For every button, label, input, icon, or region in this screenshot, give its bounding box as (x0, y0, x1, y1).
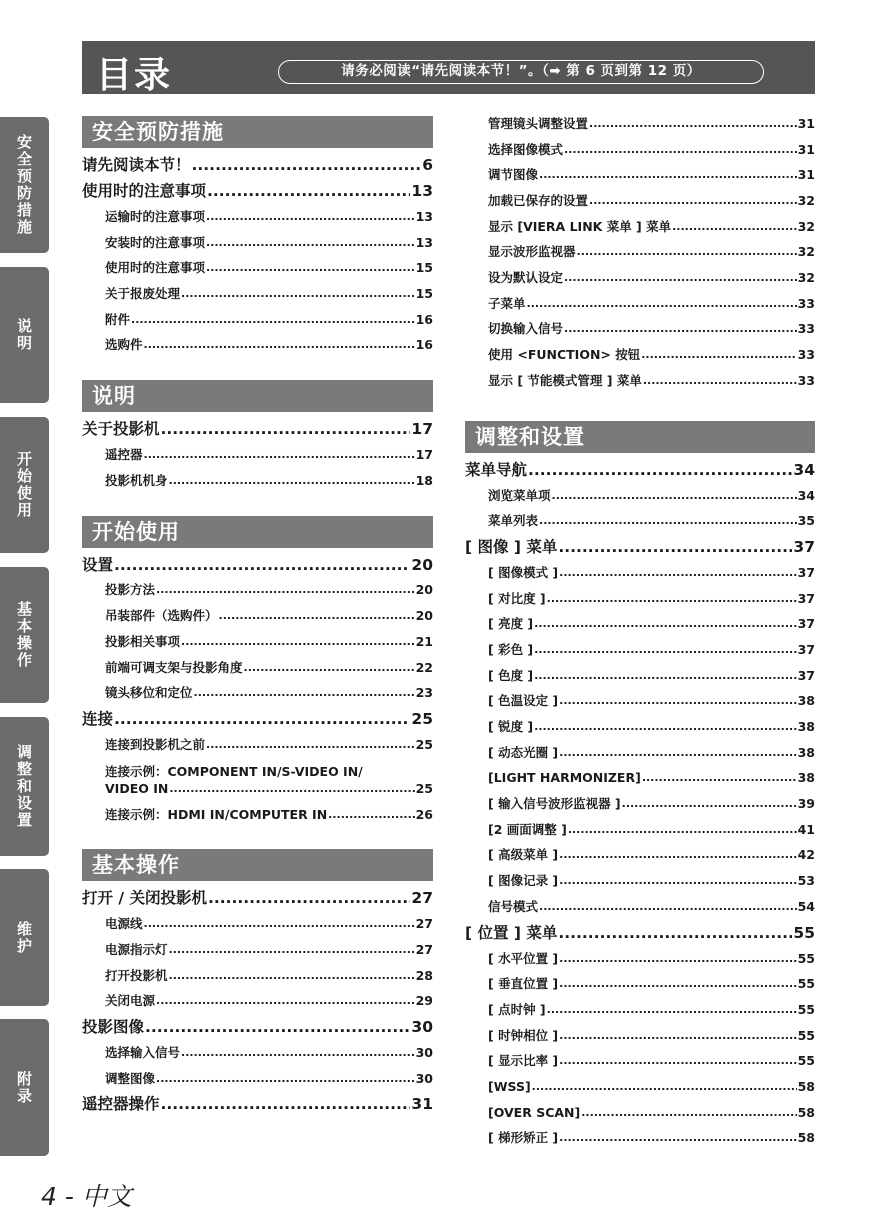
toc-entry-title: 管理镜头调整设置 (488, 115, 589, 131)
toc-entry[interactable] (465, 534, 815, 560)
dot-leader (534, 611, 796, 637)
toc-entry-page: 33 (797, 295, 815, 311)
dot-leader (219, 603, 415, 629)
toc-entry-title: 附件 (105, 311, 131, 327)
dot-leader (169, 963, 415, 989)
toc-entry-page: 13 (415, 208, 433, 224)
toc-entry-page: 55 (797, 950, 815, 966)
toc-entry-title: 调整图像 (105, 1070, 156, 1086)
toc-entry-title: 遥控器操作 (82, 1095, 160, 1114)
toc-entry-title: 信号模式 (488, 898, 539, 914)
dot-leader (169, 468, 415, 494)
toc-entry-page: 17 (411, 420, 433, 439)
toc-entry-page: 55 (797, 1027, 815, 1043)
toc-entry[interactable] (82, 178, 433, 204)
toc-entry-title: [ 色度 ] (488, 667, 534, 683)
toc-entry-page: 37 (797, 564, 815, 580)
side-tab-settings[interactable] (0, 717, 49, 856)
dot-leader (206, 230, 415, 256)
toc-subentry[interactable] (465, 997, 815, 1023)
toc-entry-title: 投影机机身 (105, 472, 168, 488)
toc-subentry[interactable] (465, 508, 815, 534)
toc-subentry[interactable] (465, 560, 815, 586)
side-tab-label: 调整和设置 (15, 744, 33, 829)
dot-leader (568, 817, 797, 843)
toc-entry-title: [ 锐度 ] (488, 719, 534, 735)
toc-subentry[interactable] (465, 342, 815, 368)
dot-leader (589, 188, 797, 214)
toc-entry-title: 加载已保存的设置 (488, 193, 589, 209)
dot-leader (559, 1023, 796, 1049)
toc-entry[interactable] (82, 152, 433, 178)
toc-subentry[interactable] (465, 111, 815, 137)
side-tab-safety[interactable] (0, 117, 49, 253)
toc-subentry[interactable] (82, 442, 433, 468)
toc-entry-page: 30 (411, 1018, 433, 1037)
toc-entry-page: 54 (797, 898, 815, 914)
toc-subentry[interactable] (82, 230, 433, 256)
toc-entry[interactable] (82, 885, 433, 911)
toc-entry-page: 15 (415, 286, 433, 302)
toc-entry-page: 32 (797, 270, 815, 286)
toc-entry-title: 电源线 (105, 916, 143, 932)
dot-leader (207, 178, 410, 204)
dot-leader (559, 946, 796, 972)
toc-subentry[interactable] (465, 291, 815, 317)
toc-subentry[interactable] (82, 802, 433, 828)
toc-entry-title: 切换输入信号 (488, 321, 564, 337)
toc-entry-page: 17 (415, 447, 433, 463)
toc-subentry[interactable] (82, 332, 433, 358)
toc-entry-page: 39 (797, 796, 815, 812)
toc-subentry[interactable] (82, 281, 433, 307)
side-tab-label: 说明 (15, 318, 33, 352)
side-tab-appendix[interactable] (0, 1019, 49, 1156)
toc-entry-page: 33 (797, 321, 815, 337)
toc-entry-page: 38 (797, 719, 815, 735)
toc-entry-page: 38 (797, 693, 815, 709)
dot-leader (559, 688, 796, 714)
dot-leader (534, 637, 796, 663)
toc-subentry[interactable] (82, 468, 433, 494)
toc-entry-title: 使用时的注意事项 (105, 260, 206, 276)
toc-entry-page: 20 (411, 555, 433, 574)
toc-entry-title: 显示 [VIERA LINK 菜单 ] 菜单 (488, 218, 672, 234)
toc-entry-page: 25 (411, 709, 433, 728)
toc-entry[interactable] (465, 457, 815, 483)
toc-entry-page: 55 (797, 1001, 815, 1017)
toc-subentry-multiline[interactable] (82, 758, 433, 798)
toc-entry-title: 菜单列表 (488, 513, 539, 529)
toc-subentry[interactable] (82, 963, 433, 989)
toc-entry-title: [ 梯形矫正 ] (488, 1130, 559, 1146)
dot-leader (559, 868, 796, 894)
toc-subentry[interactable] (465, 637, 815, 663)
toc-entry-title: [2 画面调整 ] (488, 821, 567, 837)
dot-leader (539, 894, 797, 920)
toc-subentry[interactable] (465, 740, 815, 766)
toc-entry-title: 镜头移位和定位 (105, 685, 193, 701)
toc-entry-page: 31 (411, 1095, 433, 1114)
toc-entry-title: [ 色温设定 ] (488, 693, 559, 709)
toc-entry-title: [OVER SCAN] (488, 1104, 581, 1120)
toc-entry-page: 41 (797, 821, 815, 837)
toc-subentry[interactable] (465, 791, 815, 817)
toc-entry-page: 27 (411, 889, 433, 908)
toc-subentry[interactable] (82, 578, 433, 604)
toc-entry-page: 13 (415, 234, 433, 250)
toc-entry-title: 选购件 (105, 337, 143, 353)
toc-entry-page: 58 (797, 1130, 815, 1146)
toc-entry-page: 42 (797, 847, 815, 863)
toc-entry-title: 连接示例：COMPONENT IN/S-VIDEO IN/ (105, 763, 363, 779)
toc-entry-page: 18 (415, 472, 433, 488)
toc-subentry[interactable] (465, 611, 815, 637)
dot-leader (558, 534, 792, 560)
dot-leader (156, 1066, 415, 1092)
toc-entry-page: 27 (415, 941, 433, 957)
toc-entry-page: 26 (415, 806, 433, 822)
toc-entry-title: 连接示例：HDMI IN/COMPUTER IN (105, 806, 328, 822)
toc-subentry[interactable] (465, 239, 815, 265)
toc-entry-title: 菜单导航 (465, 460, 528, 479)
toc-subentry[interactable] (82, 732, 433, 758)
section-heading: 说明 (82, 380, 433, 412)
toc-entry-title: [ 时钟相位 ] (488, 1027, 559, 1043)
section-heading: 开始使用 (82, 516, 433, 548)
dot-leader (564, 137, 797, 163)
toc-entry-page: 22 (415, 659, 433, 675)
dot-leader (192, 152, 422, 178)
dot-leader (559, 1125, 796, 1151)
dot-leader (161, 1091, 411, 1117)
dot-leader (131, 307, 415, 333)
dot-leader (244, 655, 415, 681)
dot-leader (559, 971, 796, 997)
toc-entry-title: 遥控器 (105, 447, 143, 463)
dot-leader (642, 765, 797, 791)
toc-entry-title: [ 高级菜单 ] (488, 847, 559, 863)
toc-entry-title: 投影方法 (105, 582, 156, 598)
toc-entry-title: 选择图像模式 (488, 141, 564, 157)
toc-entry-page: 58 (797, 1104, 815, 1120)
dot-leader (527, 291, 797, 317)
toc-entry-page: 23 (415, 685, 433, 701)
page-header (82, 41, 815, 94)
dot-leader (114, 706, 410, 732)
dot-leader (589, 111, 797, 137)
side-tab-getting-started[interactable] (0, 417, 49, 553)
dot-leader (169, 780, 414, 798)
toc-entry-title: 连接 (82, 709, 114, 728)
dot-leader (539, 162, 797, 188)
toc-subentry[interactable] (465, 586, 815, 612)
toc-entry-page: 27 (415, 916, 433, 932)
toc-subentry[interactable] (465, 714, 815, 740)
dot-leader (539, 508, 797, 534)
section-heading: 基本操作 (82, 849, 433, 881)
toc-entry-page: 6 (422, 156, 433, 174)
toc-entry-page: 34 (797, 487, 815, 503)
dot-leader (156, 988, 415, 1014)
toc-subentry[interactable] (82, 680, 433, 706)
toc-subentry[interactable] (465, 137, 815, 163)
toc-entry-title: [ 对比度 ] (488, 590, 546, 606)
dot-leader (194, 680, 415, 706)
toc-subentry[interactable] (82, 629, 433, 655)
toc-entry-title: 投影图像 (82, 1018, 145, 1037)
toc-subentry[interactable] (465, 1023, 815, 1049)
reading-notice: 请务必阅读“请先阅读本节！”。（➡ 第 6 页到第 12 页） (278, 60, 764, 84)
dot-leader (181, 281, 415, 307)
toc-subentry[interactable] (82, 204, 433, 230)
dot-leader (534, 663, 796, 689)
dot-leader (144, 332, 415, 358)
toc-entry-page: 29 (415, 993, 433, 1009)
toc-subentry[interactable] (465, 214, 815, 240)
toc-subentry[interactable] (82, 1066, 433, 1092)
dot-leader (643, 368, 797, 394)
toc-entry-title: 调节图像 (488, 167, 539, 183)
toc-entry-title: 运输时的注意事项 (105, 208, 206, 224)
side-tab-label: 附录 (15, 1070, 33, 1105)
toc-entry-title: 浏览菜单项 (488, 487, 551, 503)
dot-leader (558, 920, 792, 946)
page-title: 目录 (96, 55, 173, 96)
toc-entry-title: 显示 [ 节能模式管理 ] 菜单 (488, 372, 642, 388)
toc-subentry[interactable] (465, 765, 815, 791)
toc-entry-title: 安装时的注意事项 (105, 234, 206, 250)
toc-entry-page: 55 (797, 1053, 815, 1069)
toc-entry-title: 电源指示灯 (105, 941, 168, 957)
toc-entry-page: 20 (415, 608, 433, 624)
dot-leader (547, 997, 797, 1023)
toc-subentry[interactable] (465, 483, 815, 509)
toc-subentry[interactable] (465, 663, 815, 689)
toc-entry-page: 15 (415, 260, 433, 276)
toc-entry-title: 设置 (82, 555, 114, 574)
toc-entry-page: 33 (797, 372, 815, 388)
toc-entry-title: [ 显示比率 ] (488, 1053, 559, 1069)
toc-entry[interactable] (82, 552, 433, 578)
toc-entry-title: 使用 <FUNCTION> 按钮 (488, 347, 641, 363)
toc-entry-title: 使用时的注意事项 (82, 182, 207, 200)
toc-subentry[interactable] (82, 307, 433, 333)
toc-entry-title: 子菜单 (488, 295, 526, 311)
toc-entry[interactable] (82, 1014, 433, 1040)
toc-entry-page: 16 (415, 337, 433, 353)
toc-subentry[interactable] (465, 1074, 815, 1100)
toc-entry-title: [ 动态光圈 ] (488, 744, 559, 760)
toc-entry[interactable] (82, 1091, 433, 1117)
toc-entry-page: 25 (415, 736, 433, 752)
toc-entry-title: [ 图像模式 ] (488, 564, 559, 580)
dot-leader (181, 1040, 415, 1066)
side-tab-maintenance[interactable] (0, 869, 49, 1006)
toc-entry-page: 30 (415, 1070, 433, 1086)
toc-entry-title: [ 垂直位置 ] (488, 976, 559, 992)
toc-entry-title: [WSS] (488, 1078, 531, 1094)
toc-entry-page: 38 (797, 770, 815, 786)
dot-leader (672, 214, 796, 240)
toc-entry-page: 38 (797, 744, 815, 760)
toc-entry-title-cont: VIDEO IN (105, 780, 169, 796)
dot-leader (532, 1074, 797, 1100)
toc-entry-page: 32 (797, 244, 815, 260)
toc-entry-page: 31 (797, 141, 815, 157)
dot-leader (581, 1100, 796, 1126)
toc-subentry[interactable] (465, 688, 815, 714)
toc-subentry[interactable] (465, 817, 815, 843)
toc-entry-page: 55 (797, 976, 815, 992)
toc-entry-title: [ 水平位置 ] (488, 950, 559, 966)
toc-entry-title: 前端可调支架与投影角度 (105, 659, 243, 675)
toc-subentry[interactable] (465, 1125, 815, 1151)
toc-subentry[interactable] (82, 988, 433, 1014)
toc-entry-page: 55 (793, 923, 815, 942)
dot-leader (559, 560, 796, 586)
toc-entry-page: 37 (797, 667, 815, 683)
toc-subentry[interactable] (465, 868, 815, 894)
dot-leader (156, 577, 415, 603)
side-tab-basic-operation[interactable] (0, 567, 49, 703)
toc-entry-title: 打开投影机 (105, 967, 168, 983)
toc-entry-title: 请先阅读本节！ (82, 156, 191, 174)
toc-entry-title: 关闭电源 (105, 993, 156, 1009)
toc-entry-page: 58 (797, 1078, 815, 1094)
toc-entry-title: [ 图像 ] 菜单 (465, 537, 558, 556)
toc-subentry[interactable] (82, 655, 433, 681)
side-tab-label: 安全预防措施 (15, 134, 33, 236)
toc-entry-page: 37 (797, 616, 815, 632)
section-heading: 调整和设置 (465, 421, 815, 453)
dot-leader (564, 265, 797, 291)
side-tab-description[interactable] (0, 267, 49, 403)
toc-right-column (465, 111, 815, 1151)
toc-entry[interactable] (82, 416, 433, 442)
toc-entry-title: 连接到投影机之前 (105, 736, 206, 752)
toc-entry-title: [ 彩色 ] (488, 641, 534, 657)
toc-entry-page: 34 (793, 460, 815, 479)
toc-entry-page: 25 (415, 780, 433, 796)
toc-entry-page: 21 (415, 633, 433, 649)
dot-leader (564, 316, 797, 342)
toc-entry-page: 28 (415, 967, 433, 983)
toc-entry-page: 37 (797, 590, 815, 606)
toc-entry-page: 35 (797, 513, 815, 529)
toc-subentry[interactable] (465, 843, 815, 869)
section-heading: 安全预防措施 (82, 116, 433, 148)
dot-leader (206, 255, 415, 281)
toc-subentry[interactable] (82, 1040, 433, 1066)
toc-entry-page: 13 (411, 182, 433, 200)
toc-entry-title: [ 亮度 ] (488, 616, 534, 632)
dot-leader (181, 629, 415, 655)
side-tab-label: 开始使用 (15, 451, 33, 519)
dot-leader (552, 483, 797, 509)
dot-leader (114, 552, 410, 578)
toc-entry-page: 31 (797, 115, 815, 131)
toc-subentry[interactable] (465, 368, 815, 394)
toc-entry-page: 32 (797, 218, 815, 234)
toc-entry-title: [ 位置 ] 菜单 (465, 923, 558, 942)
toc-entry[interactable] (82, 706, 433, 732)
toc-subentry[interactable] (465, 971, 815, 997)
dot-leader (577, 239, 797, 265)
toc-entry-title: [ 图像记录 ] (488, 873, 559, 889)
dot-leader (144, 442, 415, 468)
dot-leader (144, 911, 415, 937)
side-tab-label: 基本操作 (15, 601, 33, 669)
dot-leader (528, 457, 792, 483)
toc-entry-title: 吊装部件（选购件） (105, 608, 218, 624)
toc-entry-title: 关于投影机 (82, 420, 160, 439)
toc-entry-page: 33 (797, 347, 815, 363)
toc-entry-page: 20 (415, 582, 433, 598)
toc-entry-title: [ 输入信号波形监视器 ] (488, 796, 621, 812)
toc-entry-title: 关于报废处理 (105, 286, 181, 302)
dot-leader (559, 740, 796, 766)
toc-subentry[interactable] (465, 162, 815, 188)
toc-subentry[interactable] (465, 946, 815, 972)
toc-entry-title: 打开 / 关闭投影机 (82, 889, 207, 908)
toc-subentry[interactable] (465, 317, 815, 343)
toc-entry-title: 投影相关事项 (105, 633, 181, 649)
toc-entry-page: 53 (797, 873, 815, 889)
dot-leader (169, 937, 415, 963)
toc-entry-page: 30 (415, 1045, 433, 1061)
toc-entry-title: 设为默认设定 (488, 270, 564, 286)
toc-left-column (82, 116, 433, 1117)
toc-subentry[interactable] (82, 937, 433, 963)
dot-leader (328, 802, 414, 828)
dot-leader (559, 1048, 796, 1074)
dot-leader (145, 1014, 410, 1040)
toc-entry-title: 显示波形监视器 (488, 244, 576, 260)
toc-entry-page: 32 (797, 193, 815, 209)
toc-entry-title: [ 点时钟 ] (488, 1001, 546, 1017)
toc-entry-title: [LIGHT HARMONIZER] (488, 770, 641, 786)
side-tab-label: 维护 (15, 920, 33, 955)
dot-leader (622, 791, 797, 817)
toc-entry-page: 37 (793, 537, 815, 556)
dot-leader (547, 586, 797, 612)
toc-entry-page: 31 (797, 167, 815, 183)
toc-subentry[interactable] (465, 188, 815, 214)
toc-subentry[interactable] (465, 1048, 815, 1074)
dot-leader (208, 885, 410, 911)
page-number: 4 - 中文 (41, 1182, 132, 1211)
toc-entry-page: 16 (415, 311, 433, 327)
toc-subentry[interactable] (465, 265, 815, 291)
dot-leader (559, 842, 796, 868)
dot-leader (534, 714, 796, 740)
dot-leader (641, 342, 796, 368)
dot-leader (206, 732, 415, 758)
toc-subentry[interactable] (82, 255, 433, 281)
toc-entry-page: 37 (797, 641, 815, 657)
toc-subentry[interactable] (82, 911, 433, 937)
toc-entry-title: 选择输入信号 (105, 1045, 181, 1061)
toc-subentry[interactable] (82, 603, 433, 629)
toc-entry[interactable] (465, 920, 815, 946)
toc-subentry[interactable] (465, 1100, 815, 1126)
dot-leader (161, 416, 411, 442)
dot-leader (206, 204, 415, 230)
toc-subentry[interactable] (465, 894, 815, 920)
